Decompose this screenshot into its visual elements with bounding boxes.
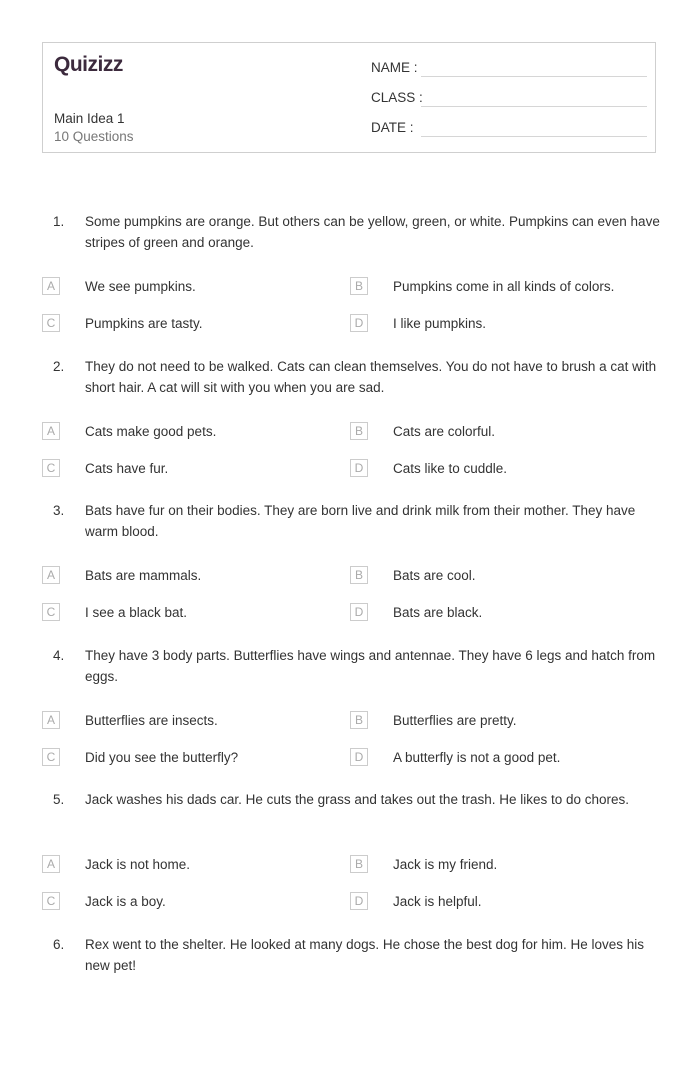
date-label: DATE : [371,120,414,135]
question-text: Rex went to the shelter. He looked at many dogs. He chose the best dog for him. He loves his new pet! [85,937,645,973]
option-letter-box: A [42,566,60,584]
date-line [421,136,647,137]
option-text: Cats make good pets. [85,423,217,439]
class-line [421,106,647,107]
option-text: Cats are colorful. [393,423,496,439]
option-text: Bats are mammals. [85,568,202,584]
option-letter-box: D [350,603,368,621]
option-text: Jack is not home. [85,857,191,873]
option-text: Did you see the butterfly? [85,749,239,765]
question-number: 4. [53,647,65,663]
option-letter-box: C [42,603,60,621]
question-count: 10 Questions [54,129,134,144]
question-text: They have 3 body parts. Butterflies have wings and antennae. They have 6 legs and hatch from eggs. [85,647,656,684]
class-label: CLASS : [371,90,423,105]
option-letter-box: B [350,855,368,873]
option-text: Bats are cool. [393,568,476,584]
option-text: I like pumpkins. [393,316,487,331]
option-text: Jack is a boy. [85,894,166,910]
class-field[interactable] [371,90,423,105]
question-text: Jack washes his dads car. He cuts the grass and takes out the trash. He likes to do chores. [85,792,630,808]
option-letter-box: C [42,459,60,477]
worksheet-title: Main Idea 1 [54,111,125,126]
question-number: 6. [53,937,65,952]
option-text: Cats have fur. [85,460,169,476]
option-letter-box: C [42,892,60,910]
name-field[interactable] [371,60,418,75]
option-text: Pumpkins are tasty. [85,316,203,331]
worksheet-header [42,42,656,153]
option-letter-box: D [350,892,368,910]
option-letter-box: A [42,855,60,873]
option-letter-box: A [42,711,60,729]
option-text: Butterflies are insects. [85,712,218,728]
date-field[interactable] [371,120,414,135]
option-letter-box: C [42,748,60,766]
option-text: Butterflies are pretty. [393,712,517,728]
option-letter-box: B [350,422,368,440]
question-number: 5. [53,792,65,808]
option-text: We see pumpkins. [85,279,196,294]
question-number: 2. [53,358,65,374]
option-letter-box: D [350,314,368,332]
option-letter-box: A [42,422,60,440]
option-text: Cats like to cuddle. [393,460,508,476]
question-text: Bats have fur on their bodies. They are born live and drink milk from their mother. They have warm blood. [85,503,636,540]
option-text: A butterfly is not a good pet. [393,749,561,765]
question-text: They do not need to be walked. Cats can clean themselves. You do not have to brush a cat with short hair. A cat will sit with you when you are sad. [85,358,657,395]
quizizz-logo: Quizizz [54,53,123,76]
option-text: Bats are black. [393,605,483,621]
option-letter-box: D [350,459,368,477]
option-text: Jack is my friend. [393,857,498,873]
option-letter-box: C [42,314,60,332]
option-letter-box: B [350,566,368,584]
question [0,789,700,934]
name-label: NAME : [371,60,418,75]
option-letter-box: B [350,277,368,295]
question-text: Some pumpkins are orange. But others can be yellow, green, or white. Pumpkins can even have stripes of green and orange. [85,214,660,250]
question [0,645,700,790]
option-text: I see a black bat. [85,605,188,621]
question-number: 3. [53,503,65,519]
question [0,500,700,645]
name-line [421,76,647,77]
option-text: Pumpkins come in all kinds of colors. [393,279,615,294]
question [0,356,700,501]
question-number: 1. [53,214,65,229]
option-letter-box: B [350,711,368,729]
question [0,934,700,1079]
question [0,211,700,356]
option-letter-box: D [350,748,368,766]
option-letter-box: A [42,277,60,295]
option-text: Jack is helpful. [393,894,482,910]
